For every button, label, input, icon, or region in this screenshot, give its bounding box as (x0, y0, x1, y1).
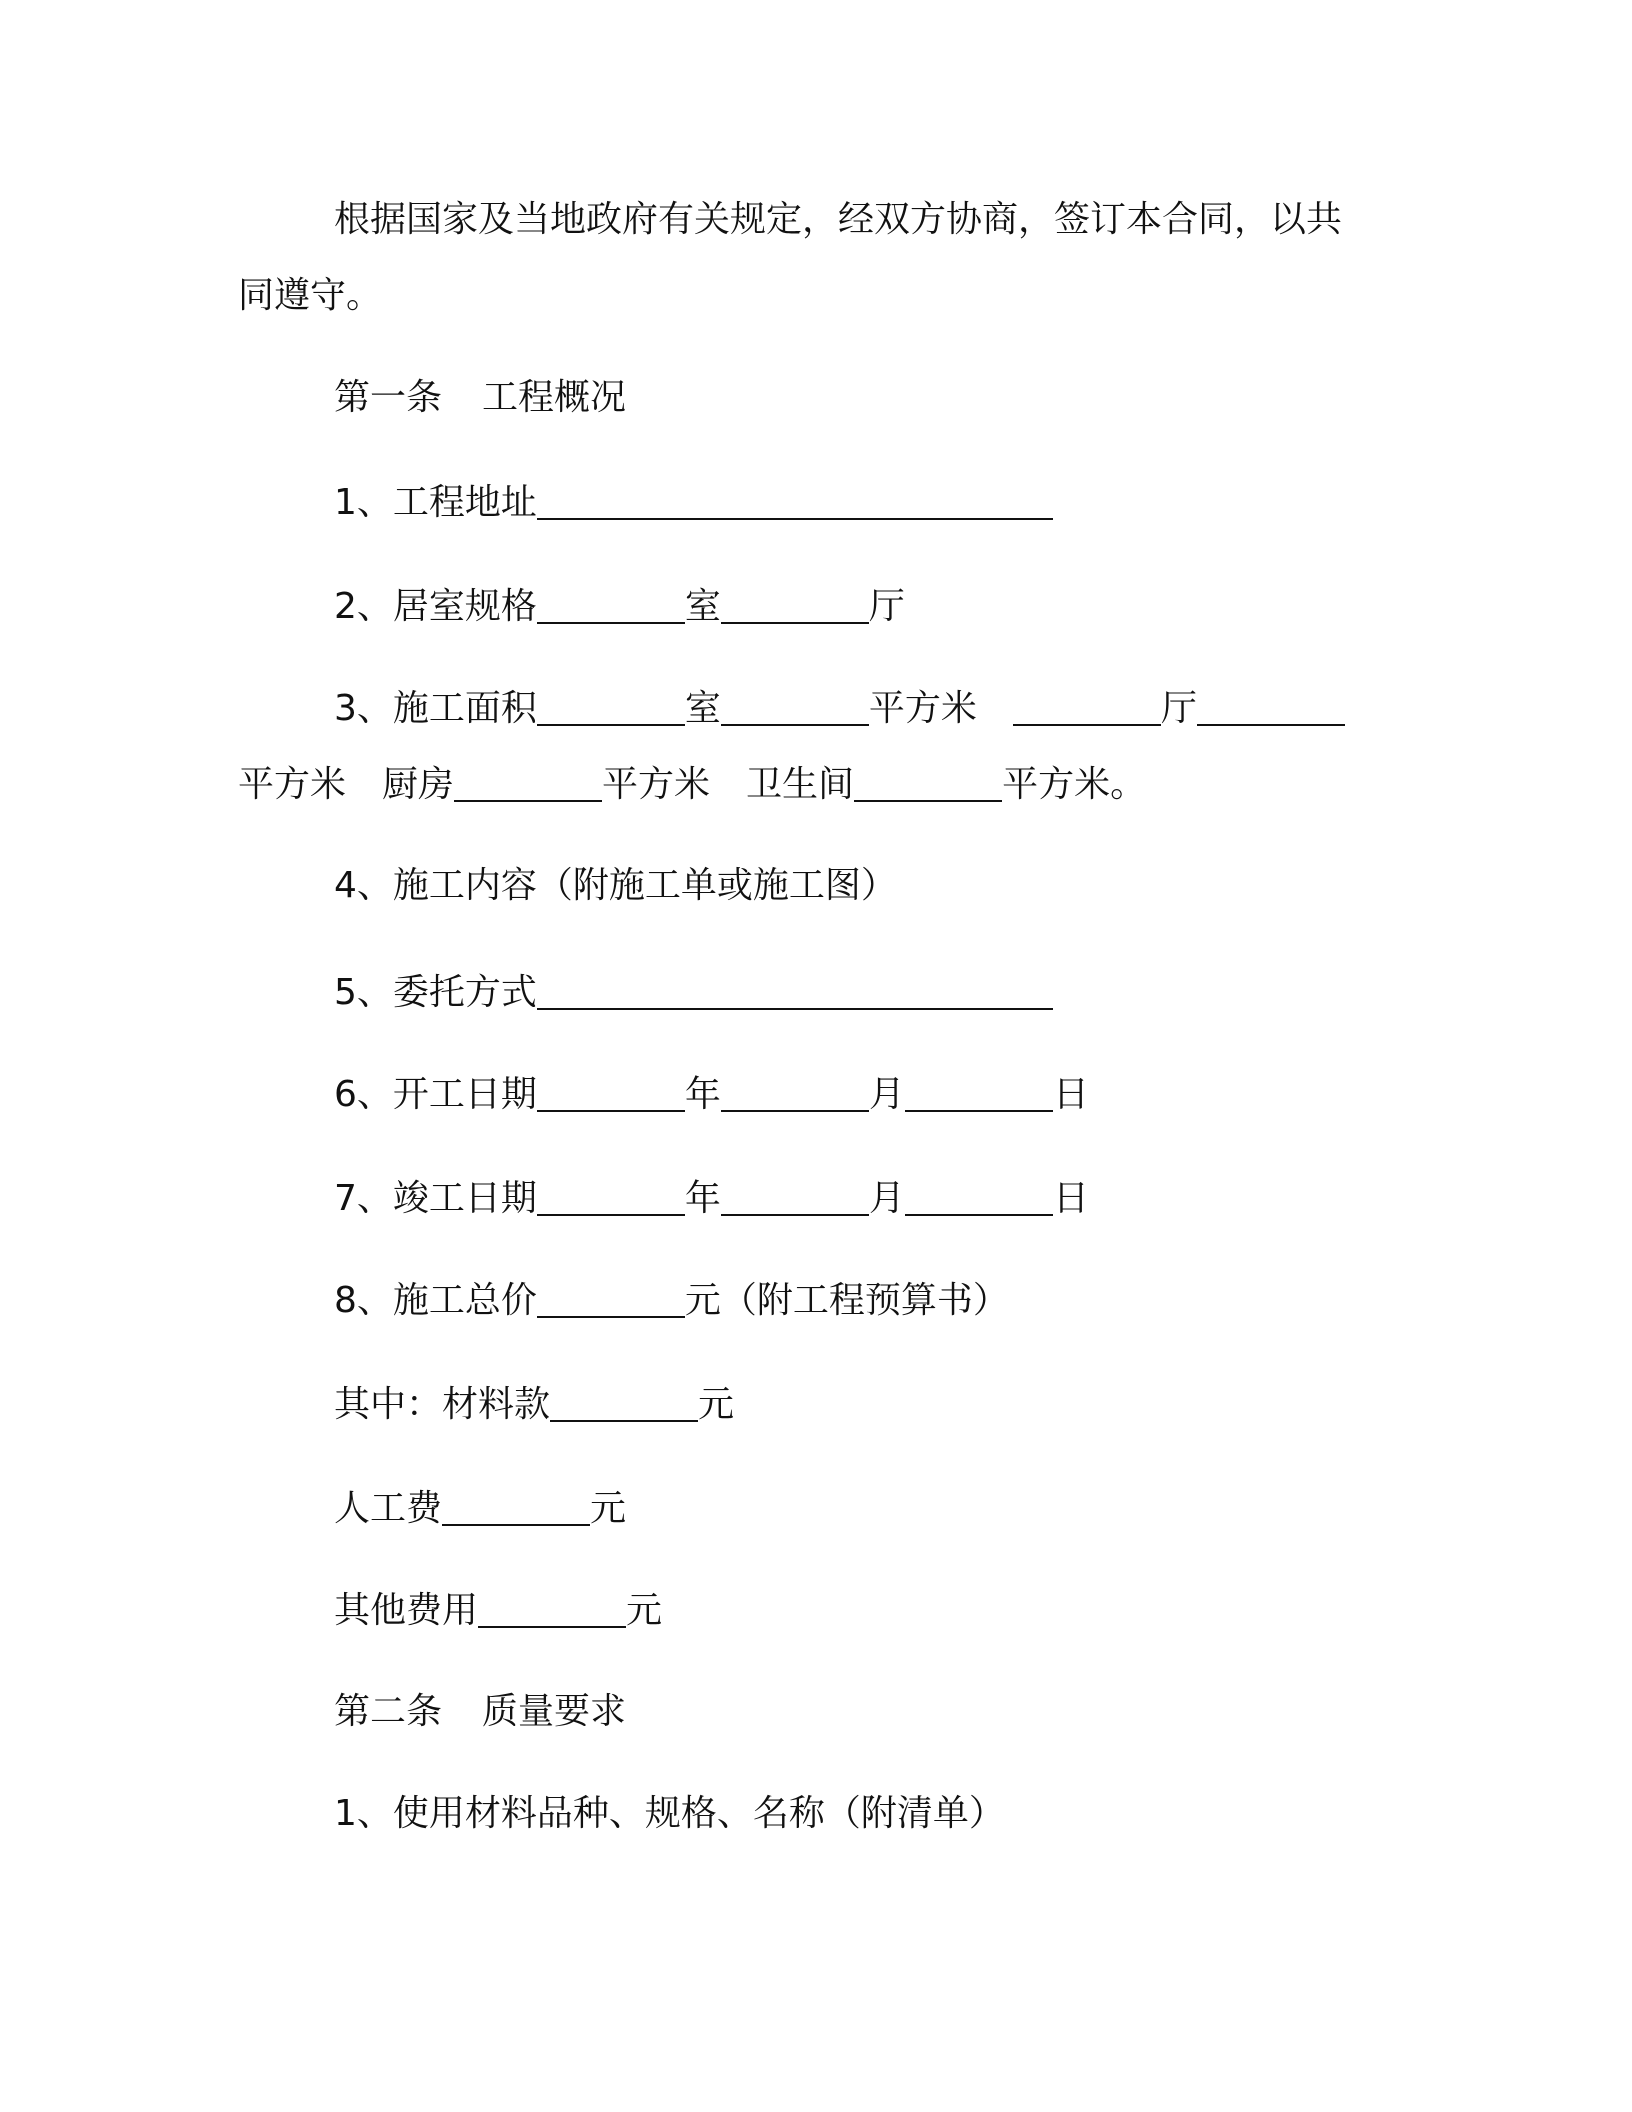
item-completion-date (334, 1172, 1089, 1223)
entrust-method-blank[interactable] (537, 972, 1053, 1010)
materials-spec-label: 1、使用材料品种、规格、名称（附清单） (334, 1793, 1005, 1834)
hall-count-blank[interactable] (721, 586, 869, 624)
completion-date-label: 7、竣工日期 (334, 1178, 537, 1219)
article-1-heading (334, 374, 626, 422)
item-total-price (334, 1274, 1009, 1325)
item-materials-spec (334, 1790, 1005, 1838)
hall-unit: 厅 (868, 586, 905, 627)
materials-cost-label: 其中：材料款 (334, 1384, 551, 1425)
completion-month-unit: 月 (868, 1178, 905, 1219)
intro-line-1 (334, 196, 1342, 244)
room-area-count-blank[interactable] (537, 688, 685, 726)
room-count-blank[interactable] (537, 586, 685, 624)
item-start-date (334, 1068, 1089, 1119)
start-day-blank[interactable] (905, 1074, 1053, 1112)
completion-year-unit: 年 (684, 1178, 721, 1219)
entrust-method-label: 5、委托方式 (334, 972, 537, 1013)
article-1-subtitle: 工程概况 (482, 377, 627, 418)
area-hall-unit: 厅 (1160, 688, 1197, 729)
item-construction-content (334, 862, 897, 910)
area-sqm-unit-2: 平方米 (238, 764, 347, 805)
start-year-unit: 年 (684, 1074, 721, 1115)
start-year-blank[interactable] (537, 1074, 685, 1112)
completion-year-blank[interactable] (537, 1178, 685, 1216)
hall-area-blank[interactable] (1197, 688, 1345, 726)
start-day-unit: 日 (1052, 1074, 1089, 1115)
other-cost-label: 其他费用 (334, 1590, 479, 1631)
start-date-label: 6、开工日期 (334, 1074, 537, 1115)
intro-text-1: 根据国家及当地政府有关规定，经双方协商，签订本合同，以共 (334, 199, 1343, 240)
intro-text-2: 同遵守。 (238, 275, 383, 316)
article-2-heading (334, 1688, 626, 1736)
labor-cost-unit: 元 (590, 1488, 627, 1529)
other-cost-blank[interactable] (478, 1590, 626, 1628)
item-project-address (334, 476, 1053, 527)
intro-line-2 (238, 272, 382, 320)
labor-cost-blank[interactable] (442, 1488, 590, 1526)
item-entrust-method (334, 966, 1053, 1017)
item-construction-area-2 (238, 758, 1146, 809)
room-area-blank[interactable] (721, 688, 869, 726)
completion-day-unit: 日 (1052, 1178, 1089, 1219)
bathroom-area-blank[interactable] (854, 764, 1002, 802)
start-month-blank[interactable] (721, 1074, 869, 1112)
start-month-unit: 月 (868, 1074, 905, 1115)
kitchen-label: 厨房 (382, 764, 455, 805)
hall-area-count-blank[interactable] (1013, 688, 1161, 726)
item-construction-area-1 (334, 682, 1345, 733)
area-sqm-unit-1: 平方米 (868, 688, 977, 729)
article-1-title: 第一条 (334, 377, 443, 418)
construction-content-label: 4、施工内容（附施工单或施工图） (334, 865, 897, 906)
item-other-cost (334, 1584, 662, 1635)
area-sqm-unit-3: 平方米 (602, 764, 711, 805)
article-2-title: 第二条 (334, 1691, 443, 1732)
project-address-blank[interactable] (537, 482, 1053, 520)
total-price-label: 8、施工总价 (334, 1280, 537, 1321)
total-price-blank[interactable] (537, 1280, 685, 1318)
area-sqm-unit-4: 平方米。 (1002, 764, 1147, 805)
bathroom-label: 卫生间 (746, 764, 855, 805)
room-unit: 室 (684, 586, 721, 627)
project-address-label: 1、工程地址 (334, 482, 537, 523)
item-room-spec (334, 580, 905, 631)
article-2-subtitle: 质量要求 (482, 1691, 627, 1732)
item-labor-cost (334, 1482, 626, 1533)
completion-month-blank[interactable] (721, 1178, 869, 1216)
labor-cost-label: 人工费 (334, 1488, 443, 1529)
item-materials-cost (334, 1378, 734, 1429)
construction-area-label: 3、施工面积 (334, 688, 537, 729)
total-price-suffix: 元（附工程预算书） (684, 1280, 1009, 1321)
room-spec-label: 2、居室规格 (334, 586, 537, 627)
materials-cost-blank[interactable] (550, 1384, 698, 1422)
completion-day-blank[interactable] (905, 1178, 1053, 1216)
materials-cost-unit: 元 (698, 1384, 735, 1425)
kitchen-area-blank[interactable] (454, 764, 602, 802)
area-room-unit: 室 (684, 688, 721, 729)
other-cost-unit: 元 (626, 1590, 663, 1631)
